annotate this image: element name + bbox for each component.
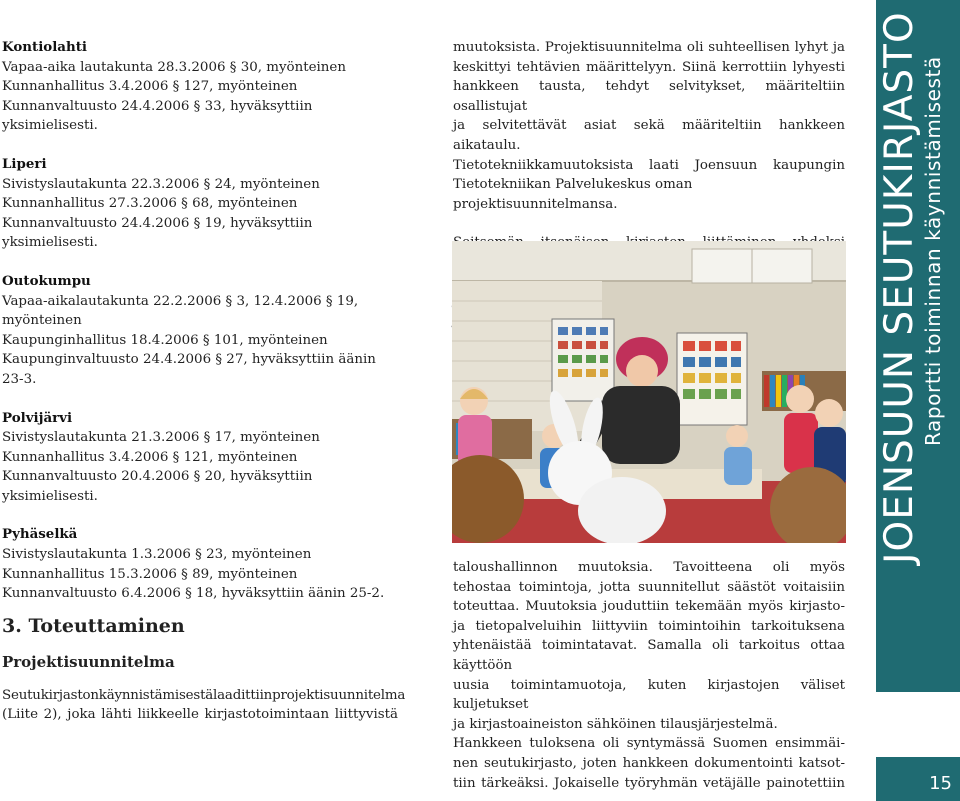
decision-line: Kaupunginhallitus 18.4.2006 § 101, myönteinen bbox=[2, 332, 328, 348]
decision-section-kontiolahti bbox=[2, 38, 398, 136]
body-line: (Liite 2), joka lähti liikkeelle kirjastotoimintaan liittyvistä bbox=[2, 707, 398, 723]
library-storytime-photo bbox=[452, 241, 846, 543]
body-line: ja kirjastoaineiston sähköinen tilausjärjestelmä. bbox=[453, 716, 778, 732]
body-line: ja tietopalveluihin liittyviin toimintoihin tarkoituksena bbox=[453, 618, 845, 634]
decision-line: Kunnanhallitus 3.4.2006 § 121, myönteinen bbox=[2, 449, 298, 465]
middle-bottom-text bbox=[453, 558, 845, 793]
decision-line: Kunnanvaltuusto 6.4.2006 § 18, hyväksyttiin äänin 25-2. bbox=[2, 586, 385, 602]
banner-text bbox=[876, 0, 960, 692]
body-line: taloushallinnon muutoksia. Tavoitteena oli myös bbox=[453, 560, 845, 575]
decision-line: Kunnanhallitus 27.3.2006 § 68, myönteinen bbox=[2, 196, 298, 212]
decision-section-polvijarvi bbox=[2, 409, 398, 507]
decision-line: Kunnanvaltuusto 24.4.2006 § 19, hyväksyttiin bbox=[2, 215, 313, 231]
decision-line: yksimielisesti. bbox=[2, 235, 98, 251]
decision-line: Kaupunginvaltuusto 24.4.2006 § 27, hyväksyttiin äänin bbox=[2, 352, 376, 368]
decision-line: Sivistyslautakunta 21.3.2006 § 17, myönteinen bbox=[2, 430, 320, 446]
body-line: uusia toimintamuotoja, kuten kirjastojen väliset kuljetukset bbox=[453, 677, 845, 713]
body-line: toteuttaa. Muutoksia jouduttiin tekemään myös kirjasto- bbox=[453, 599, 845, 615]
body-line: keskittyi tehtävien määrittelyyn. Siinä kerrottiin lyhyesti bbox=[453, 59, 845, 75]
page-number: 15 bbox=[929, 773, 952, 794]
report-title-banner bbox=[876, 0, 960, 692]
chapter-heading: 3. Toteuttaminen bbox=[2, 614, 185, 637]
body-line: hankkeen tausta, tehdyt selvitykset, määriteltiin osallistujat bbox=[453, 79, 845, 114]
municipality-title: Liperi bbox=[2, 155, 47, 172]
decision-section-outokumpu bbox=[2, 272, 398, 390]
body-line: muutoksista. Projektisuunnitelma oli suhteellisen lyhyt ja bbox=[453, 40, 845, 55]
decision-line: Kunnanhallitus 3.4.2006 § 127, myönteinen bbox=[2, 79, 298, 95]
decision-section-pyhaselka bbox=[2, 525, 398, 603]
body-line: Seutukirjastonkäynnistämisestälaadittiinprojektisuunnitelma bbox=[2, 687, 406, 703]
decision-line: Vapaa-aikalautakunta 22.2.2006 § 3, 12.4.2006 § 19, bbox=[2, 293, 359, 309]
decision-line: Sivistyslautakunta 1.3.2006 § 23, myönteinen bbox=[2, 547, 312, 563]
municipality-title: Kontiolahti bbox=[2, 39, 87, 55]
body-line: Tietotekniikan Palvelukeskus oman projektisuunnitelmansa. bbox=[453, 177, 693, 212]
report-subtitle: Raportti toiminnan käynnistämisestä bbox=[921, 56, 945, 446]
decision-line: Kunnanvaltuusto 24.4.2006 § 33, hyväksyttiin bbox=[2, 98, 313, 114]
decision-line: Sivistyslautakunta 22.3.2006 § 24, myönteinen bbox=[2, 176, 320, 192]
decision-line: myönteinen bbox=[2, 313, 82, 329]
municipality-title: Polvijärvi bbox=[2, 409, 73, 426]
body-line: tehostaa toimintoja, jotta suunnitellut säästöt voitaisiin bbox=[453, 579, 845, 595]
decision-line: yksimielisesti. bbox=[2, 118, 98, 134]
body-line: Hankkeen tuloksena oli syntymässä Suomen ensimmäi- bbox=[453, 736, 845, 752]
decision-section-liperi bbox=[2, 155, 398, 253]
decision-line: yksimielisesti. bbox=[2, 488, 98, 504]
body-line: nen seutukirjasto, joten hankkeen dokumentointi katsot- bbox=[453, 755, 845, 771]
municipality-title: Pyhäselkä bbox=[2, 526, 78, 543]
decision-line: Kunnanhallitus 15.3.2006 § 89, myönteinen bbox=[2, 566, 298, 582]
decision-line: Vapaa-aika lautakunta 28.3.2006 § 30, myönteinen bbox=[2, 59, 346, 75]
body-line: tiin tärkeäksi. Jokaiselle työryhmän vetäjälle painotettiin bbox=[453, 775, 845, 791]
decision-line: 23-3. bbox=[2, 371, 37, 387]
page-number-box bbox=[876, 757, 960, 801]
left-column bbox=[2, 38, 406, 725]
body-line: yhtenäistää toimintatavat. Samalla oli tarkoitus ottaa käyttöön bbox=[453, 638, 845, 673]
municipality-title: Outokumpu bbox=[2, 272, 91, 289]
decision-line: Kunnanvaltuusto 20.4.2006 § 20, hyväksyttiin bbox=[2, 469, 313, 485]
body-line: ja selvitettävät asiat sekä määriteltiin hankkeen aikataulu. bbox=[453, 118, 845, 153]
body-line: Tietotekniikkamuutoksista laati Joensuun kaupungin bbox=[453, 157, 845, 173]
report-title: JOENSUUN SEUTUKIRJASTO bbox=[877, 11, 922, 564]
section-subheading: Projektisuunnitelma bbox=[2, 652, 175, 671]
